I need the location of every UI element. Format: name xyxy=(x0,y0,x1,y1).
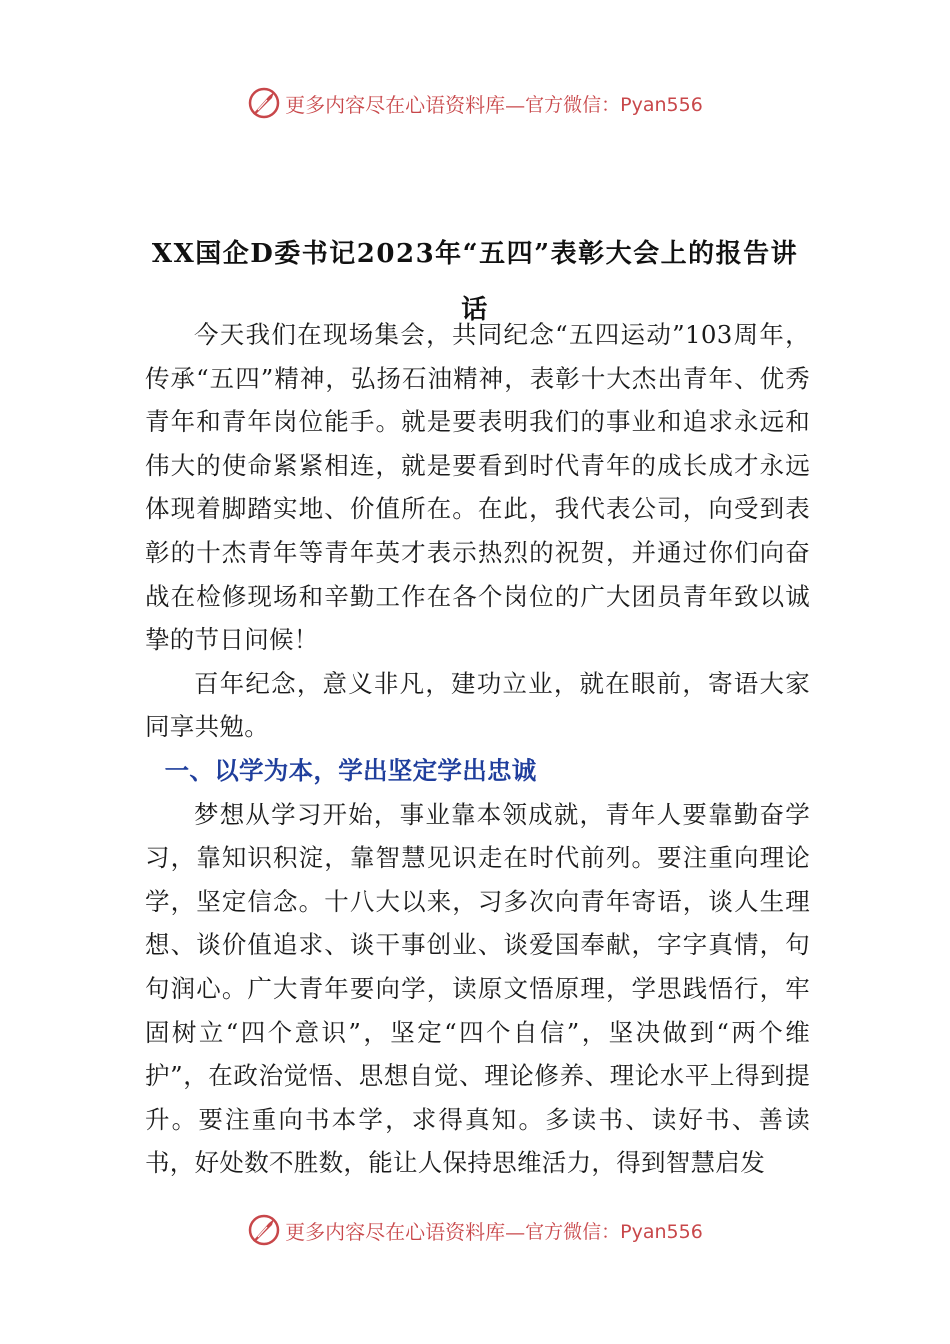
section-heading: 一、以学为本，学出坚定学出忠诚 xyxy=(164,755,537,785)
watermark-left-text: 更多内容尽在心语资料库— xyxy=(285,1219,526,1244)
paragraph-2: 百年纪念，意义非凡，建功立业，就在眼前，寄语大家同享共勉。 xyxy=(145,668,810,742)
document-body xyxy=(145,313,810,1185)
footer-watermark xyxy=(0,1210,950,1250)
header-watermark xyxy=(0,83,950,123)
quill-pen-seal-icon xyxy=(247,86,281,120)
document-title: XX国企D委书记2023年“五四”表彰大会上的报告讲话 xyxy=(151,239,799,325)
watermark-right-text: 官方微信：Pyan556 xyxy=(525,93,703,116)
paragraph-1: 今天我们在现场集会，共同纪念“五四运动”103周年，传承“五四”精神，弘扬石油精神，表彰十大杰出青年、优秀青年和青年岗位能手。就是要表明我们的事业和追求永远和伟大的使命紧紧相连，就是要看到时代青年的成长成才永远体现着脚踏实地、价值所在。在此，我代表公司，向受到表彰的十杰青年等青年英才表示热烈的祝贺，并通过你们向奋战在检修现场和辛勤工作在各个岗位的广大团员青年致以诚挚的节日问候！ xyxy=(145,320,810,655)
watermark-right-text: 官方微信：Pyan556 xyxy=(525,1220,703,1243)
watermark-left-text: 更多内容尽在心语资料库— xyxy=(285,92,526,117)
quill-pen-seal-icon xyxy=(247,1213,281,1247)
section-paragraph: 梦想从学习开始，事业靠本领成就，青年人要靠勤奋学习，靠知识积淀，靠智慧见识走在时代前列。要注重向理论学，坚定信念。十八大以来，习多次向青年寄语，谈人生理想、谈价值追求、谈干事创业、谈爱国奉献，字字真情，句句润心。广大青年要向学，读原文悟原理，学思践悟行，牢固树立“四个意识”，坚定“四个自信”，坚决做到“两个维护”，在政治觉悟、思想自觉、理论修养、理论水平上得到提升。要注重向书本学，求得真知。多读书、读好书、善读书，好处数不胜数，能让人保持思维活力，得到智慧启发 xyxy=(145,799,810,1178)
